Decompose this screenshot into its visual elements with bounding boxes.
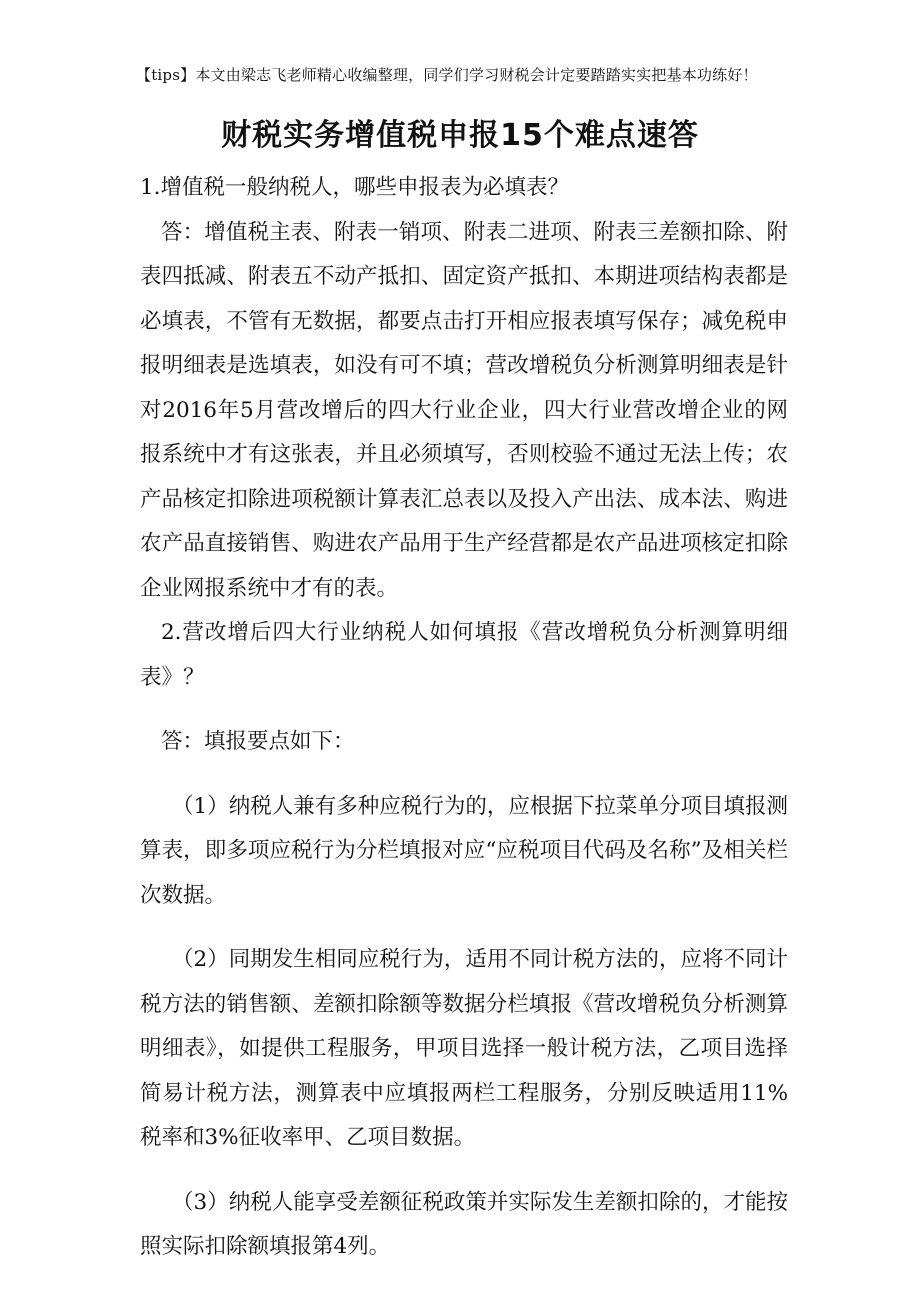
answer-1: 答：增值税主表、附表一销项、附表二进项、附表三差额扣除、附表四抵减、附表五不动产抵扣、固定资产抵扣、本期进项结构表都是必填表，不管有无数据，都要点击打开相应报表填写保存；减免税申报明细表是选填表，如没有可不填；营改增税负分析测算明细表是针对2016年5月营改增后的四大行业企业，四大行业营改增企业的网报系统中才有这张表，并且必须填写，否则校验不通过无法上传；农产品核定扣除进项税额计算表汇总表以及投入产出法、成本法、购进农产品直接销售、购进农产品用于生产经营都是农产品进项核定扣除企业网报系统中才有的表。 — [140, 219, 788, 601]
document-body — [140, 166, 788, 1270]
tips-header: 【tips】本文由梁志飞老师精心收编整理，同学们学习财税会计定要踏踏实实把基本功练好！ — [136, 66, 758, 84]
answer-2-point-1: （1）纳税人兼有多种应税行为的，应根据下拉菜单分项目填报测算表，即多项应税行为分栏填报对应“应税项目代码及名称”及相关栏次数据。 — [140, 793, 788, 908]
answer-2-point-2: （2）同期发生相同应税行为，适用不同计税方法的，应将不同计税方法的销售额、差额扣除额等数据分栏填报《营改增税负分析测算明细表》，如提供工程服务，甲项目选择一般计税方法，乙项目选择简易计税方法，测算表中应填报两栏工程服务，分别反映适用11%税率和3%征收率甲、乙项目数据。 — [140, 947, 788, 1150]
answer-2-point-3: （3）纳税人能享受差额征税政策并实际发生差额扣除的，才能按照实际扣除额填报第4列。 — [140, 1189, 788, 1259]
question-1: 1.增值税一般纳税人，哪些申报表为必填表？ — [140, 175, 570, 200]
page-title: 财税实务增值税申报15个难点速答 — [221, 118, 699, 153]
answer-2-intro: 答：填报要点如下： — [161, 729, 355, 754]
question-2: 2.营改增后四大行业纳税人如何填报《营改增税负分析测算明细表》？ — [140, 620, 788, 690]
